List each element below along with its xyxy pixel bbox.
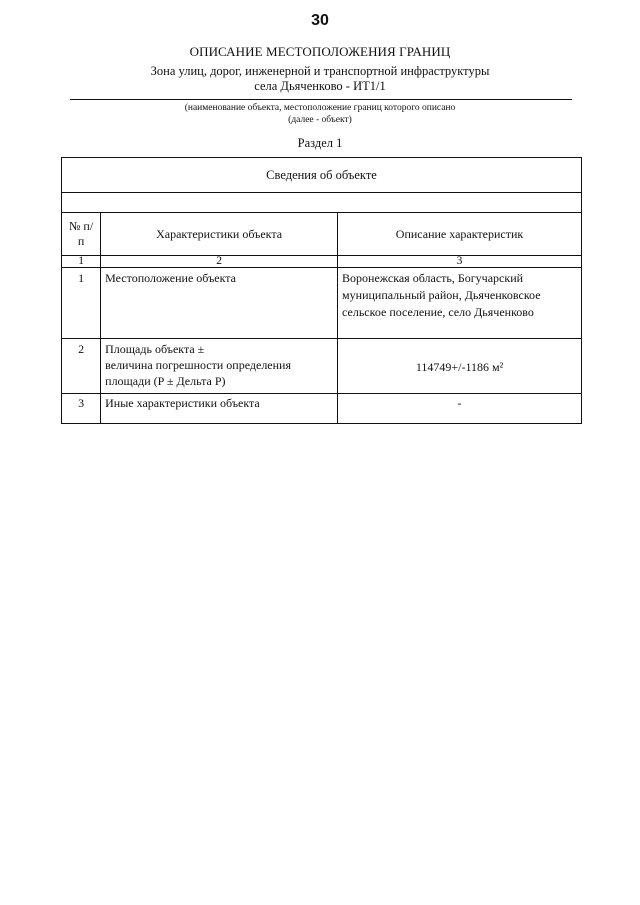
- col-header-description: Описание характеристик: [338, 213, 582, 256]
- column-header-row: [62, 213, 582, 256]
- table-blank-row: [62, 193, 582, 213]
- table-row: [62, 268, 582, 339]
- object-info-table: [61, 157, 582, 424]
- object-caption: [70, 102, 570, 126]
- column-number-row: [62, 256, 582, 268]
- caption-line-1: (наименование объекта, местоположение границ которого описано: [184, 103, 456, 113]
- col-number-3: 3: [338, 256, 582, 268]
- subtitle-line-2: села Дьяченково - ИТ1/1: [254, 79, 386, 93]
- row-characteristic: [101, 339, 338, 394]
- row-number: 1: [62, 268, 101, 339]
- document-title: ОПИСАНИЕ МЕСТОПОЛОЖЕНИЯ ГРАНИЦ: [189, 44, 451, 59]
- row-description: Воронежская область, Богучарский муниципальный район, Дьяченковское сельское поселение, село Дьяченково: [338, 268, 582, 339]
- table-row: [62, 339, 582, 394]
- subtitle-underline: [70, 99, 572, 100]
- page-number: 30: [311, 12, 329, 29]
- caption-line-2: (далее - объект): [288, 115, 352, 125]
- row-characteristic: Иные характеристики объекта: [101, 394, 338, 424]
- row-description: 114749+/-1186 м²: [338, 339, 582, 394]
- characteristic-line-2: величина погрешности определения площади (P ± Дельта P): [105, 358, 291, 388]
- table-header: Сведения об объекте: [62, 158, 582, 193]
- row-number: 2: [62, 339, 101, 394]
- table-row: [62, 394, 582, 424]
- row-number: 3: [62, 394, 101, 424]
- col-number-2: 2: [101, 256, 338, 268]
- subtitle-line-1: Зона улиц, дорог, инженерной и транспортной инфраструктуры: [150, 64, 490, 78]
- row-description: -: [338, 394, 582, 424]
- row-characteristic: Местоположение объекта: [101, 268, 338, 339]
- section-label: Раздел 1: [297, 136, 343, 150]
- col-number-1: 1: [62, 256, 101, 268]
- characteristic-line-1: Площадь объекта ±: [105, 342, 205, 356]
- col-header-characteristic: Характеристики объекта: [101, 213, 338, 256]
- document-subtitle: [70, 64, 570, 94]
- col-header-number: № п/п: [62, 213, 101, 256]
